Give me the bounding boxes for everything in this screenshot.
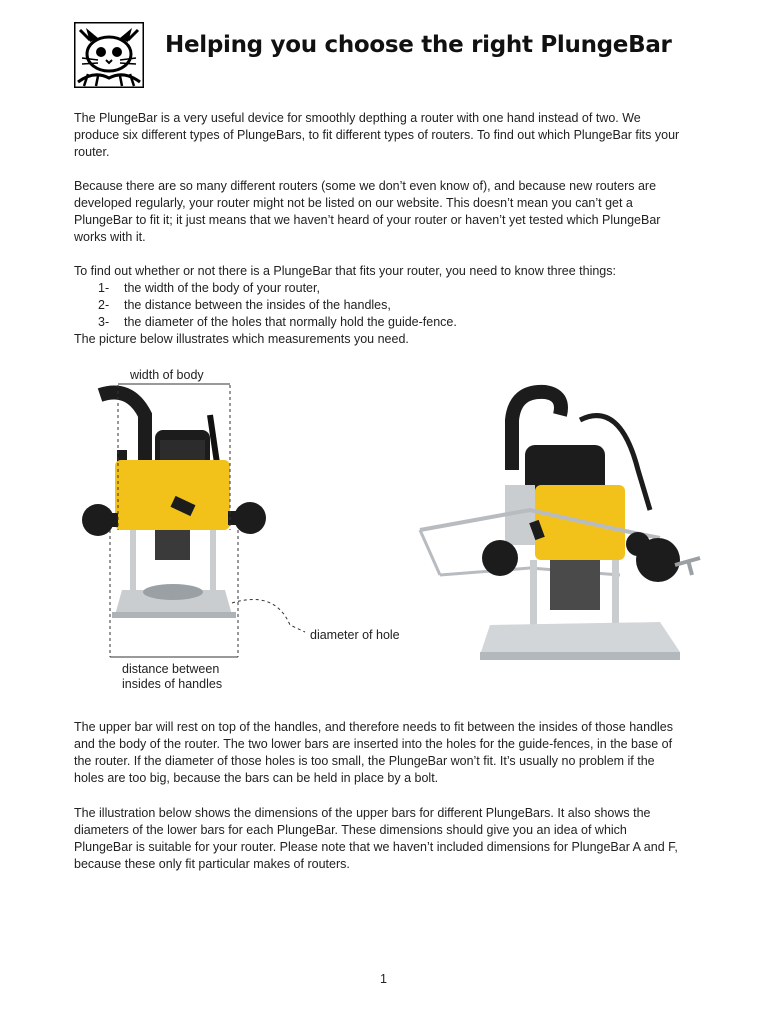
diameter-hole-guide (232, 599, 400, 642)
diameter-of-hole-label: diameter of hole (310, 628, 400, 642)
cat-logo-icon (74, 22, 144, 88)
intro-paragraph-2: Because there are so many different routers (some we don’t even know of), and because new routers are developed regularly, your router might not be listed on our website. This doesn’t mean you can’t get a PlungeBar to fit it; it just means that we haven’t heard of your router or haven’t yet tested which PlungeBar works with it. (74, 179, 661, 244)
body-paragraph-1: The upper bar will rest on top of the handles, and therefore needs to fit between the insides of those handles and the body of the router. The two lower bars are inserted into the holes for the guide-fences, in the base of the router. If the diameter of those holes is too small, the PlungeBar won’t fit. It’s usually no problem if the holes are too big, because the bars can be held in place by a bolt. (74, 720, 673, 785)
body-paragraph-2: The illustration below shows the dimensions of the upper bars for different PlungeBars. It also shows the diameters of the lower bars for each PlungeBar. These dimensions should give you an idea of which PlungeBar is suitable for your router. Please note that we haven’t included dimensions for PlungeBar A and F, because these only fit particular makes of routers. (74, 806, 678, 871)
distance-label-line-1: distance between (122, 662, 220, 676)
width-of-body-label: width of body (130, 368, 204, 382)
router-measurement-figure (60, 360, 720, 700)
list-item: 2- the distance between the insides of the handles, (98, 298, 391, 312)
intro-paragraph-1: The PlungeBar is a very useful device for smoothly depthing a router with one hand instead of two. We produce six different types of PlungeBars, to fit different types of routers. To find out which PlungeBar fits your router. (74, 111, 680, 159)
page-number: 1 (380, 972, 387, 986)
picture-note: The picture below illustrates which measurements you need. (74, 332, 409, 346)
measurement-list (74, 280, 686, 331)
distance-label-line-2: insides of handles (122, 677, 223, 691)
router-with-plungebar (420, 392, 700, 660)
intro-paragraph-3: To find out whether or not there is a PlungeBar that fits your router, you need to know three things: (74, 264, 616, 278)
page-title: Helping you choose the right PlungeBar (165, 32, 672, 58)
list-item: 1- the width of the body of your router, (98, 281, 320, 295)
list-item: 3- the diameter of the holes that normally hold the guide-fence. (98, 315, 457, 329)
